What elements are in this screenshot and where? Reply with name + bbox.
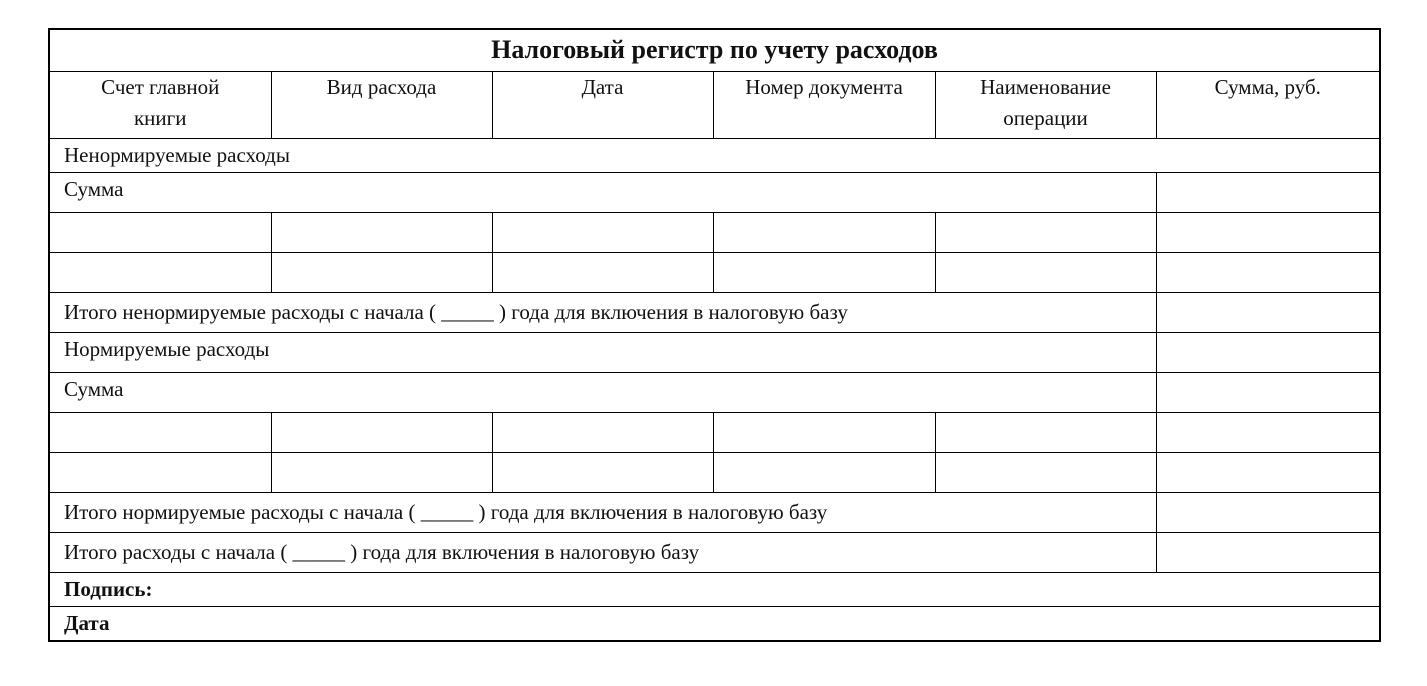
section-label-non-normalized: Ненормируемые расходы — [49, 139, 1380, 173]
col-header-operation-name: Наименование операции — [935, 72, 1156, 139]
total-value-cell-non-normalized[interactable] — [1156, 293, 1380, 333]
section-value-cell-normalized[interactable] — [1156, 333, 1380, 373]
total-label-all: Итого расходы с начала ( _____ ) года для включения в налоговую базу — [49, 533, 1156, 573]
table-cell[interactable] — [713, 253, 935, 293]
table-cell[interactable] — [49, 213, 271, 253]
total-value-cell-normalized[interactable] — [1156, 493, 1380, 533]
date-label: Дата — [49, 607, 1380, 642]
table-cell[interactable] — [271, 253, 492, 293]
table-cell[interactable] — [492, 453, 713, 493]
col-header-ledger-account: Счет главной книги — [49, 72, 271, 139]
sum-row-1 — [49, 173, 1380, 213]
col-header-amount: Сумма, руб. — [1156, 72, 1380, 139]
table-row — [49, 453, 1380, 493]
sum-label-1: Сумма — [49, 173, 1156, 213]
table-cell[interactable] — [935, 413, 1156, 453]
table-cell[interactable] — [492, 253, 713, 293]
date-row — [49, 607, 1380, 642]
section-label-normalized: Нормируемые расходы — [49, 333, 1156, 373]
total-label-non-normalized: Итого ненормируемые расходы с начала ( _____ ) года для включения в налоговую базу — [49, 293, 1156, 333]
table-cell[interactable] — [713, 213, 935, 253]
sum-label-2: Сумма — [49, 373, 1156, 413]
table-cell[interactable] — [713, 453, 935, 493]
sum-row-2 — [49, 373, 1380, 413]
table-cell[interactable] — [492, 413, 713, 453]
register-title: Налоговый регистр по учету расходов — [49, 29, 1380, 72]
table-cell[interactable] — [1156, 253, 1380, 293]
table-cell[interactable] — [49, 453, 271, 493]
col-header-date: Дата — [492, 72, 713, 139]
signature-row — [49, 573, 1380, 607]
tax-register-table — [48, 28, 1381, 642]
table-row — [49, 253, 1380, 293]
table-cell[interactable] — [1156, 453, 1380, 493]
table-cell[interactable] — [935, 253, 1156, 293]
table-cell[interactable] — [492, 213, 713, 253]
sum-value-cell-1[interactable] — [1156, 173, 1380, 213]
table-cell[interactable] — [1156, 413, 1380, 453]
table-row — [49, 413, 1380, 453]
table-cell[interactable] — [1156, 213, 1380, 253]
table-cell[interactable] — [49, 253, 271, 293]
total-row-normalized — [49, 493, 1380, 533]
table-cell[interactable] — [935, 453, 1156, 493]
signature-label: Подпись: — [49, 573, 1380, 607]
total-label-normalized: Итого нормируемые расходы с начала ( _____ ) года для включения в налоговую базу — [49, 493, 1156, 533]
col-header-document-number: Номер документа — [713, 72, 935, 139]
sum-value-cell-2[interactable] — [1156, 373, 1380, 413]
table-row — [49, 213, 1380, 253]
table-cell[interactable] — [713, 413, 935, 453]
section-row-non-normalized — [49, 139, 1380, 173]
section-row-normalized — [49, 333, 1380, 373]
table-cell[interactable] — [271, 453, 492, 493]
table-cell[interactable] — [935, 213, 1156, 253]
total-row-non-normalized — [49, 293, 1380, 333]
table-cell[interactable] — [49, 413, 271, 453]
table-cell[interactable] — [271, 413, 492, 453]
col-header-expense-type: Вид расхода — [271, 72, 492, 139]
header-row — [49, 72, 1380, 139]
total-row-all — [49, 533, 1380, 573]
total-value-cell-all[interactable] — [1156, 533, 1380, 573]
table-cell[interactable] — [271, 213, 492, 253]
